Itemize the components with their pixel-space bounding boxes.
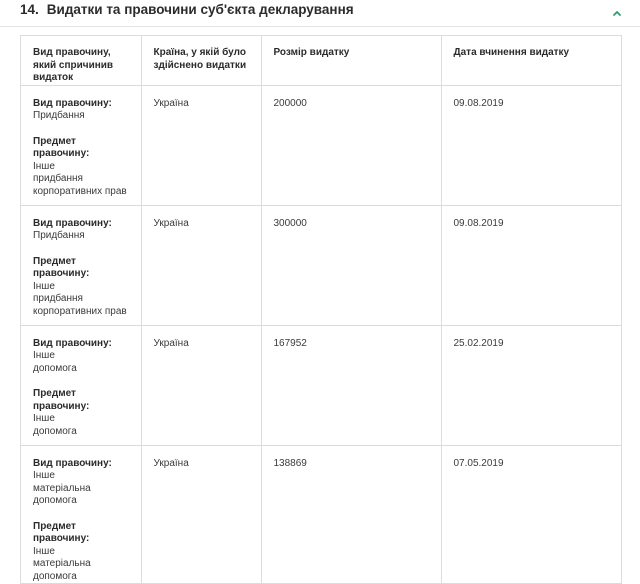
- deal-type-value: Придбання: [33, 230, 85, 241]
- table-header-row: [21, 36, 621, 85]
- header-country: Країна, у якій було здійснено видатки: [141, 36, 261, 85]
- cell-date: 09.08.2019: [441, 85, 621, 205]
- subject-value: корпоративних прав: [33, 185, 127, 197]
- deal-type-value: допомога: [33, 495, 77, 506]
- subject-value: придбання: [33, 293, 83, 304]
- cell-amount: 300000: [261, 205, 441, 325]
- cell-date: 09.08.2019: [441, 205, 621, 325]
- deal-type-value: допомога: [33, 362, 77, 374]
- cell-deal-info: [21, 85, 141, 205]
- cell-amount: 200000: [261, 85, 441, 205]
- cell-deal-info: [21, 445, 141, 584]
- cell-deal-info: [21, 205, 141, 325]
- subject-value: придбання: [33, 173, 83, 184]
- subject-value: допомога: [33, 425, 77, 437]
- table-row: [21, 325, 621, 445]
- table-row: [21, 445, 621, 584]
- subject-value: Інше: [33, 160, 55, 172]
- deal-type-label: Вид правочину:: [33, 97, 112, 109]
- subject-value: матеріальна: [33, 558, 91, 569]
- chevron-up-icon[interactable]: [610, 6, 624, 20]
- cell-country: Україна: [141, 445, 261, 584]
- deal-type-label: Вид правочину:: [33, 337, 112, 349]
- header-amount: Розмір видатку: [261, 36, 441, 85]
- cell-country: Україна: [141, 85, 261, 205]
- header-date: Дата вчинення видатку: [441, 36, 621, 85]
- cell-deal-info: [21, 325, 141, 445]
- deal-type-value: Придбання: [33, 110, 85, 121]
- subject-label: Предмет правочину:: [33, 135, 90, 159]
- deal-type-label: Вид правочину:: [33, 217, 112, 229]
- cell-country: Україна: [141, 325, 261, 445]
- subject-value: корпоративних прав: [33, 305, 127, 317]
- subject-value: Інше: [33, 413, 55, 424]
- expenses-table-container: [20, 35, 622, 584]
- subject-label: Предмет правочину:: [33, 388, 90, 412]
- header-deal-type: Вид правочину, який спричинив видаток: [21, 36, 141, 85]
- deal-type-value: Інше: [33, 350, 55, 361]
- cell-amount: 167952: [261, 325, 441, 445]
- subject-value: допомога: [33, 570, 77, 582]
- subject-value: Інше: [33, 280, 55, 292]
- table-body: [21, 85, 621, 584]
- deal-type-value: матеріальна: [33, 482, 91, 494]
- section-header: [0, 0, 640, 27]
- cell-country: Україна: [141, 205, 261, 325]
- section-title: [20, 2, 354, 17]
- expenses-table: [21, 36, 621, 584]
- table-row: [21, 205, 621, 325]
- deal-type-value: Інше: [33, 470, 55, 481]
- subject-value: Інше: [33, 545, 55, 557]
- subject-label: Предмет правочину:: [33, 255, 90, 279]
- cell-amount: 138869: [261, 445, 441, 584]
- section-title-text: Видатки та правочини суб'єкта декларування: [46, 2, 354, 17]
- subject-label: Предмет правочину:: [33, 520, 90, 544]
- deal-type-label: Вид правочину:: [33, 457, 112, 469]
- cell-date: 25.02.2019: [441, 325, 621, 445]
- table-row: [21, 85, 621, 205]
- cell-date: 07.05.2019: [441, 445, 621, 584]
- section-number: 14.: [20, 2, 39, 17]
